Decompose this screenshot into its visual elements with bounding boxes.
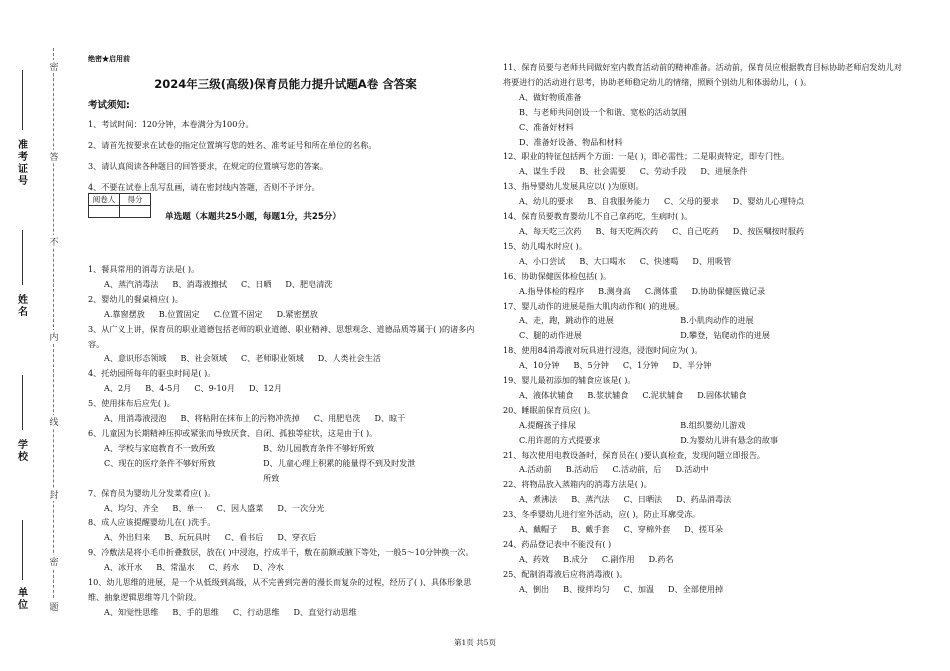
score-cell[interactable] — [120, 206, 151, 218]
answer-option[interactable]: C、用肥皂洗 — [313, 413, 361, 424]
question-stem: 7、保育员为婴幼儿分发菜肴应( )。 — [88, 487, 216, 498]
name-label: 姓名 — [18, 295, 28, 318]
answer-option[interactable]: A、用消毒液浸泡 — [104, 413, 167, 424]
answer-option[interactable]: D、搓耳朵 — [684, 524, 724, 535]
question-stem: 23、冬季婴幼儿进行室外活动，应( )，防止耳廓受冻。 — [503, 509, 701, 520]
options-row — [88, 560, 483, 575]
answer-option[interactable]: C、准备好材料 — [519, 121, 574, 132]
answer-option[interactable]: B、大口喝水 — [579, 255, 626, 266]
answer-option[interactable]: A、学校与家庭教育不一致所致 — [104, 442, 216, 453]
page-footer: 第1页 共5页 — [454, 638, 496, 647]
answer-option[interactable]: C、快速喝 — [639, 255, 679, 266]
question-stem: 2、婴幼儿的餐桌椅应( )。 — [88, 293, 183, 304]
answer-option[interactable]: D、药品消毒法 — [676, 494, 732, 505]
answer-option[interactable]: A、每天吃三次药 — [519, 225, 582, 236]
options-row — [503, 328, 903, 343]
answer-option[interactable]: A、小口尝试 — [519, 255, 566, 266]
seal-char: 线 — [48, 415, 60, 428]
answer-option[interactable]: C、日晒法 — [623, 494, 663, 505]
answer-option[interactable]: A、做好物质准备 — [519, 91, 582, 102]
answer-option[interactable]: B、5分钟 — [573, 360, 609, 371]
answer-option[interactable]: A、10分钟 — [519, 360, 560, 371]
answer-option[interactable]: A、药效 — [519, 553, 550, 564]
seal-char: 封 — [48, 488, 60, 501]
answer-option[interactable]: C、看书后 — [224, 532, 264, 543]
question-stem: 17、婴儿动作的进展是指大肌肉动作和( )的进展。 — [503, 300, 685, 311]
answer-option[interactable]: B、自我服务能力 — [587, 196, 651, 207]
binding-strip — [0, 0, 70, 671]
options-row — [88, 307, 483, 322]
options-row — [503, 224, 903, 239]
options-row — [503, 462, 903, 477]
answer-option[interactable]: B.活动后 — [565, 464, 599, 475]
answer-option[interactable]: C、加温 — [623, 583, 655, 594]
question-stem: 3、从广义上讲，保育员的职业道德包括老师的职业道德、职业精神、思想观念、道德品质等属于( )的诸多内容。 — [88, 323, 475, 349]
notice-item: 1、考试时间：120分钟，本卷满分为100分。 — [88, 119, 254, 129]
seal-char: 不 — [48, 235, 60, 248]
answer-option[interactable]: A、均匀、齐全 — [104, 502, 159, 513]
answer-option[interactable]: D、一次分光 — [277, 502, 325, 513]
answer-option[interactable]: B、与老师共同创设一个和谐、宽松的活动氛围 — [519, 106, 687, 117]
options-row — [503, 194, 903, 209]
options-row — [88, 351, 483, 366]
answer-option[interactable]: B、手的思维 — [172, 606, 219, 617]
notice-list — [88, 114, 483, 198]
answer-option[interactable]: D.固体状辅食 — [697, 389, 747, 400]
answer-option[interactable]: D.药名 — [648, 553, 674, 564]
answer-option[interactable]: B.浆状辅食 — [587, 389, 629, 400]
answer-option[interactable]: A、幼儿的要求 — [519, 196, 574, 207]
answer-option[interactable]: A.提醒孩子排尿 — [519, 419, 576, 430]
options-row — [88, 381, 483, 396]
answer-option[interactable]: C.测体重 — [644, 285, 678, 296]
seal-char: 内 — [48, 330, 60, 343]
answer-option[interactable]: C、日晒 — [240, 278, 272, 289]
answer-option[interactable]: C.位置不固定 — [213, 308, 263, 319]
score-table — [88, 193, 151, 218]
answer-option[interactable]: B.组织婴幼儿游戏 — [680, 419, 746, 430]
question-stem: 25、配制消毒液后应将消毒液( )。 — [503, 568, 628, 579]
answer-option[interactable]: A.指导体检的程序 — [519, 285, 585, 296]
answer-option[interactable]: C.泥状辅食 — [642, 389, 684, 400]
answer-option[interactable]: B、常温水 — [156, 562, 195, 573]
question-stem: 14、保育员要教育婴幼儿不自己拿药吃，生病时( )。 — [503, 211, 693, 222]
seal-char: 答 — [48, 150, 60, 163]
answer-option[interactable]: D、冷水 — [253, 562, 284, 573]
answer-option[interactable]: B、每天吃两次药 — [595, 225, 659, 236]
options-row — [88, 441, 483, 456]
questions-left-column — [88, 262, 483, 620]
school-label: 学校 — [18, 440, 28, 463]
options-row — [503, 522, 903, 537]
answer-option[interactable]: B、社会需要 — [579, 166, 626, 177]
options-row — [88, 456, 483, 486]
question-stem: 6、儿童因为长期精神压抑或紧张而导致厌食、自闭、孤独等症状，这是由于( )。 — [88, 427, 378, 438]
options-row — [88, 277, 483, 292]
answer-option[interactable]: C、劳动手段 — [639, 166, 687, 177]
score-header: 得分 — [120, 194, 151, 206]
question-stem: 20、睡眠前保育员应( )。 — [503, 404, 596, 415]
answer-option[interactable]: C、自己吃药 — [672, 225, 719, 236]
fill-line — [22, 520, 23, 580]
answer-option[interactable]: D.为婴幼儿讲有悬念的故事 — [680, 434, 779, 445]
grader-cell[interactable] — [89, 206, 120, 218]
answer-option[interactable]: B.成分 — [563, 553, 588, 564]
options-row — [503, 582, 903, 597]
answer-option[interactable]: B、幼儿园教育条件不够好所致 — [263, 442, 375, 453]
answer-option[interactable]: A、戴帽子 — [519, 524, 558, 535]
fill-line — [22, 230, 23, 285]
question-stem: 15、幼儿喝水时应( )。 — [503, 240, 587, 251]
answer-option[interactable]: D、半分钟 — [672, 360, 712, 371]
answer-option[interactable]: B、社会领域 — [180, 353, 227, 364]
answer-option[interactable]: C、行动思维 — [232, 606, 280, 617]
answer-option[interactable]: C.活动前，后 — [612, 464, 662, 475]
question-stem: 11、保育员要与老师共同做好室内教育活动前的精神准备。活动前，保育员应根据教育目标协助老师启发幼儿对将要进行的活动进行思考，协助老师稳定幼儿的情绪，照顾个别幼儿和体弱幼儿，( )。 — [503, 62, 902, 87]
answer-option[interactable]: B、戴手套 — [571, 524, 610, 535]
answer-option[interactable]: D、儿童心理上积累的能量得不到及时发泄所致 — [263, 457, 416, 483]
answer-option[interactable]: D.紧密摆放 — [276, 308, 318, 319]
question-stem: 10、幼儿思维的进展，是一个从低级到高级，从不完善到完善的漫长而复杂的过程，经历了( )、具体形象思维、抽象逻辑思维等几个阶段。 — [88, 577, 472, 602]
seal-char: 密 — [48, 555, 60, 568]
answer-option[interactable]: D、进展条件 — [700, 166, 748, 177]
options-row — [503, 492, 903, 507]
answer-option[interactable]: D、全部使用掉 — [668, 583, 724, 594]
question-stem: 18、使用84消毒液对玩具进行浸泡，浸泡时间应为( )。 — [503, 345, 703, 356]
answer-option[interactable]: A、蒸汽消毒法 — [104, 278, 159, 289]
question-stem: 19、婴儿最初添加的辅食应该是( )。 — [503, 375, 636, 386]
answer-option[interactable]: A.活动前 — [519, 464, 552, 475]
question-stem: 8、成人应该提醒婴幼儿在( )洗手。 — [88, 517, 216, 528]
answer-option[interactable]: D.攀登，钻爬动作的进展 — [680, 330, 770, 341]
answer-option[interactable]: B、搅拌均匀 — [563, 583, 610, 594]
options-row — [503, 552, 903, 567]
answer-option[interactable]: B、玩玩具时 — [164, 532, 211, 543]
options-row — [503, 358, 903, 373]
notice-item: 2、请首先按要求在试卷的指定位置填写您的姓名、准考证号和所在单位的名称。 — [88, 140, 377, 150]
answer-option[interactable]: D.活动中 — [675, 464, 709, 475]
answer-option[interactable]: B、单一 — [172, 502, 203, 513]
answer-option[interactable]: C、因人盛菜 — [216, 502, 264, 513]
seal-char: 题 — [48, 600, 60, 613]
answer-option[interactable]: D、婴幼儿心理特点 — [732, 196, 805, 207]
question-stem: 1、餐具常用的消毒方法是( )。 — [88, 264, 200, 274]
options-row — [88, 501, 483, 516]
options-row — [503, 418, 903, 433]
answer-option[interactable]: A、外出归来 — [104, 532, 151, 543]
answer-option[interactable]: B.测身高 — [598, 285, 631, 296]
question-stem: 16、协助保健医体检包括( )。 — [503, 270, 612, 281]
fill-line — [22, 70, 23, 130]
seal-char: 密 — [48, 60, 60, 73]
answer-option[interactable]: D、穿衣后 — [277, 532, 317, 543]
answer-option[interactable]: B.位置固定 — [158, 308, 200, 319]
question-stem: 13、指导婴幼儿发展具应以( )为原则。 — [503, 181, 644, 192]
answer-option[interactable]: D、晾干 — [374, 413, 406, 424]
answer-option[interactable]: A、知觉性思维 — [104, 606, 159, 617]
options-row — [503, 388, 903, 403]
answer-option[interactable]: D、12月 — [248, 383, 282, 394]
question-stem: 4、托幼园所每年的驱虫时间是( )。 — [88, 368, 216, 379]
answer-option[interactable]: D、按医嘱按时服药 — [732, 225, 805, 236]
options-row — [503, 433, 903, 448]
answer-option[interactable]: A、2月 — [104, 383, 132, 394]
answer-option[interactable]: B、4-5月 — [145, 383, 181, 394]
answer-option[interactable]: C、老师职业领域 — [240, 353, 304, 364]
question-stem: 21、每次使用电教设备时，保育员在( )要认真检查，发现问题立即报告。 — [503, 449, 766, 460]
answer-option[interactable]: D.协助保健医做记录 — [691, 285, 766, 296]
answer-option[interactable]: C、腿的动作进展 — [519, 330, 582, 341]
question-stem: 5、使用抹布后应先( )。 — [88, 398, 175, 409]
question-stem: 9、冷敷法是将小毛巾折叠数层，放在( )中浸泡，拧成半干，敷在前额或腋下等处，一般5～10分钟换一次。 — [88, 547, 474, 558]
answer-option[interactable]: D、用吸管 — [692, 255, 732, 266]
answer-option[interactable]: D、人类社会生活 — [317, 353, 381, 364]
options-row — [503, 284, 903, 299]
answer-option[interactable]: D、直觉行动思维 — [293, 606, 357, 617]
question-stem: 12、职业的特征包括两个方面：一是( )，即必需性；二是职责特定，即专门性。 — [503, 151, 790, 162]
fill-line — [22, 375, 23, 430]
answer-option[interactable]: B、将粘附在抹布上的污物冲洗掉 — [180, 413, 300, 424]
options-row — [503, 164, 903, 179]
answer-option[interactable]: A、走，跑，跳动作的进展 — [519, 315, 614, 326]
answer-option[interactable]: C、父母的要求 — [664, 196, 719, 207]
answer-option[interactable]: C、穿棉外套 — [623, 524, 671, 535]
answer-option[interactable]: C、9-10月 — [194, 383, 235, 394]
answer-option[interactable]: C、1分钟 — [622, 360, 659, 371]
options-row — [503, 254, 903, 269]
answer-option[interactable]: A、倒出 — [519, 583, 550, 594]
options-row — [503, 313, 903, 328]
answer-option[interactable]: C.用许愿的方式提要求 — [519, 434, 601, 445]
answer-option[interactable]: B、蒸汽法 — [571, 494, 610, 505]
grader-header: 阅卷人 — [89, 194, 120, 206]
answer-option[interactable]: B、消毒液擦拭 — [172, 278, 227, 289]
notice-item: 3、请认真阅读各种题目的回答要求，在规定的位置填写您的答案。 — [88, 161, 328, 171]
answer-option[interactable]: C、现在的医疗条件不够好所致 — [104, 457, 216, 468]
answer-option[interactable]: A、谋生手段 — [519, 166, 566, 177]
options-row — [88, 411, 483, 426]
answer-option[interactable]: C.副作用 — [601, 553, 635, 564]
page-title: 2024年三级(高级)保育员能力提升试题A卷 含答案 — [154, 77, 417, 91]
questions-right-column — [503, 60, 903, 597]
answer-option[interactable]: A、意识形态领域 — [104, 353, 167, 364]
answer-option[interactable]: D、准备好设备、物品和材料 — [519, 136, 623, 147]
answer-option[interactable]: C、药水 — [208, 562, 240, 573]
answer-option[interactable]: B.小肌肉动作的进展 — [680, 315, 754, 326]
unit-label: 单位 — [18, 588, 28, 611]
answer-option[interactable]: A、液体状辅食 — [519, 389, 574, 400]
answer-option[interactable]: D、肥皂清洗 — [285, 278, 333, 289]
answer-option[interactable]: A、冰开水 — [104, 562, 143, 573]
notice-item: 4、不要在试卷上乱写乱画，请在密封线内答题，否则不予评分。 — [88, 182, 320, 192]
exam-number-label: 准考证号 — [18, 140, 28, 187]
secret-mark: 绝密★启用前 — [88, 54, 130, 63]
options-row — [88, 605, 483, 620]
answer-option[interactable]: A.靠窗摆放 — [104, 308, 145, 319]
question-stem: 22、将物品放入蒸箱内的消毒方法是( )。 — [503, 479, 652, 490]
notice-heading: 考试须知: — [88, 100, 130, 111]
options-row — [88, 530, 483, 545]
answer-option[interactable]: A、煮沸法 — [519, 494, 558, 505]
section-heading: 单选题（本题共25小题，每题1分，共25分） — [165, 212, 341, 222]
question-stem: 24、药品登记表中不能没有( ) — [503, 539, 612, 549]
